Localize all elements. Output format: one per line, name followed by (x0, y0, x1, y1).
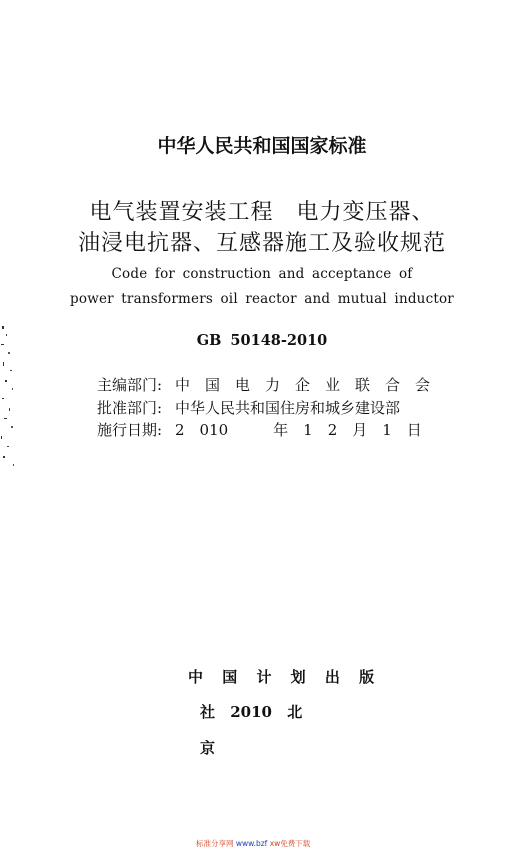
date-value: 2 010 年 1 2 月 1 日 (175, 421, 422, 439)
title-cn-line1: 电气装置安装工程 电力变压器、 (89, 200, 435, 225)
footer-part3: xw免费下载 (269, 839, 311, 848)
editor-label: 主编部门: (97, 376, 163, 394)
title-en-line1: Code for construction and acceptance of (111, 266, 413, 282)
publisher-line3: 京 (200, 739, 216, 757)
approver-row (97, 397, 400, 418)
title-en-line2: power transformers oil reactor and mutual inductor (70, 291, 454, 307)
scan-speckle-decoration (0, 322, 20, 472)
footer-watermark (196, 838, 310, 849)
approver-label: 批准部门: (97, 399, 163, 417)
publisher-line1: 中 国 计 划 出 版 (188, 668, 382, 686)
title-cn-line2: 油浸电抗器、互感器施工及验收规范 (77, 231, 446, 256)
approver-value: 中华人民共和国住房和城乡建设部 (175, 399, 401, 417)
date-label: 施行日期: (97, 421, 163, 439)
editor-value: 中 国 电 力 企 业 联 合 会 (175, 376, 431, 394)
footer-part1: 标准分享网 (196, 839, 234, 848)
standard-code: GB 50148-2010 (196, 332, 328, 349)
editor-row (97, 374, 430, 395)
national-standard-heading: 中华人民共和国国家标准 (157, 135, 367, 157)
date-row (97, 419, 422, 440)
footer-part2: www.bzf (235, 839, 268, 848)
publisher-line2: 社 2010 北 (200, 703, 303, 721)
